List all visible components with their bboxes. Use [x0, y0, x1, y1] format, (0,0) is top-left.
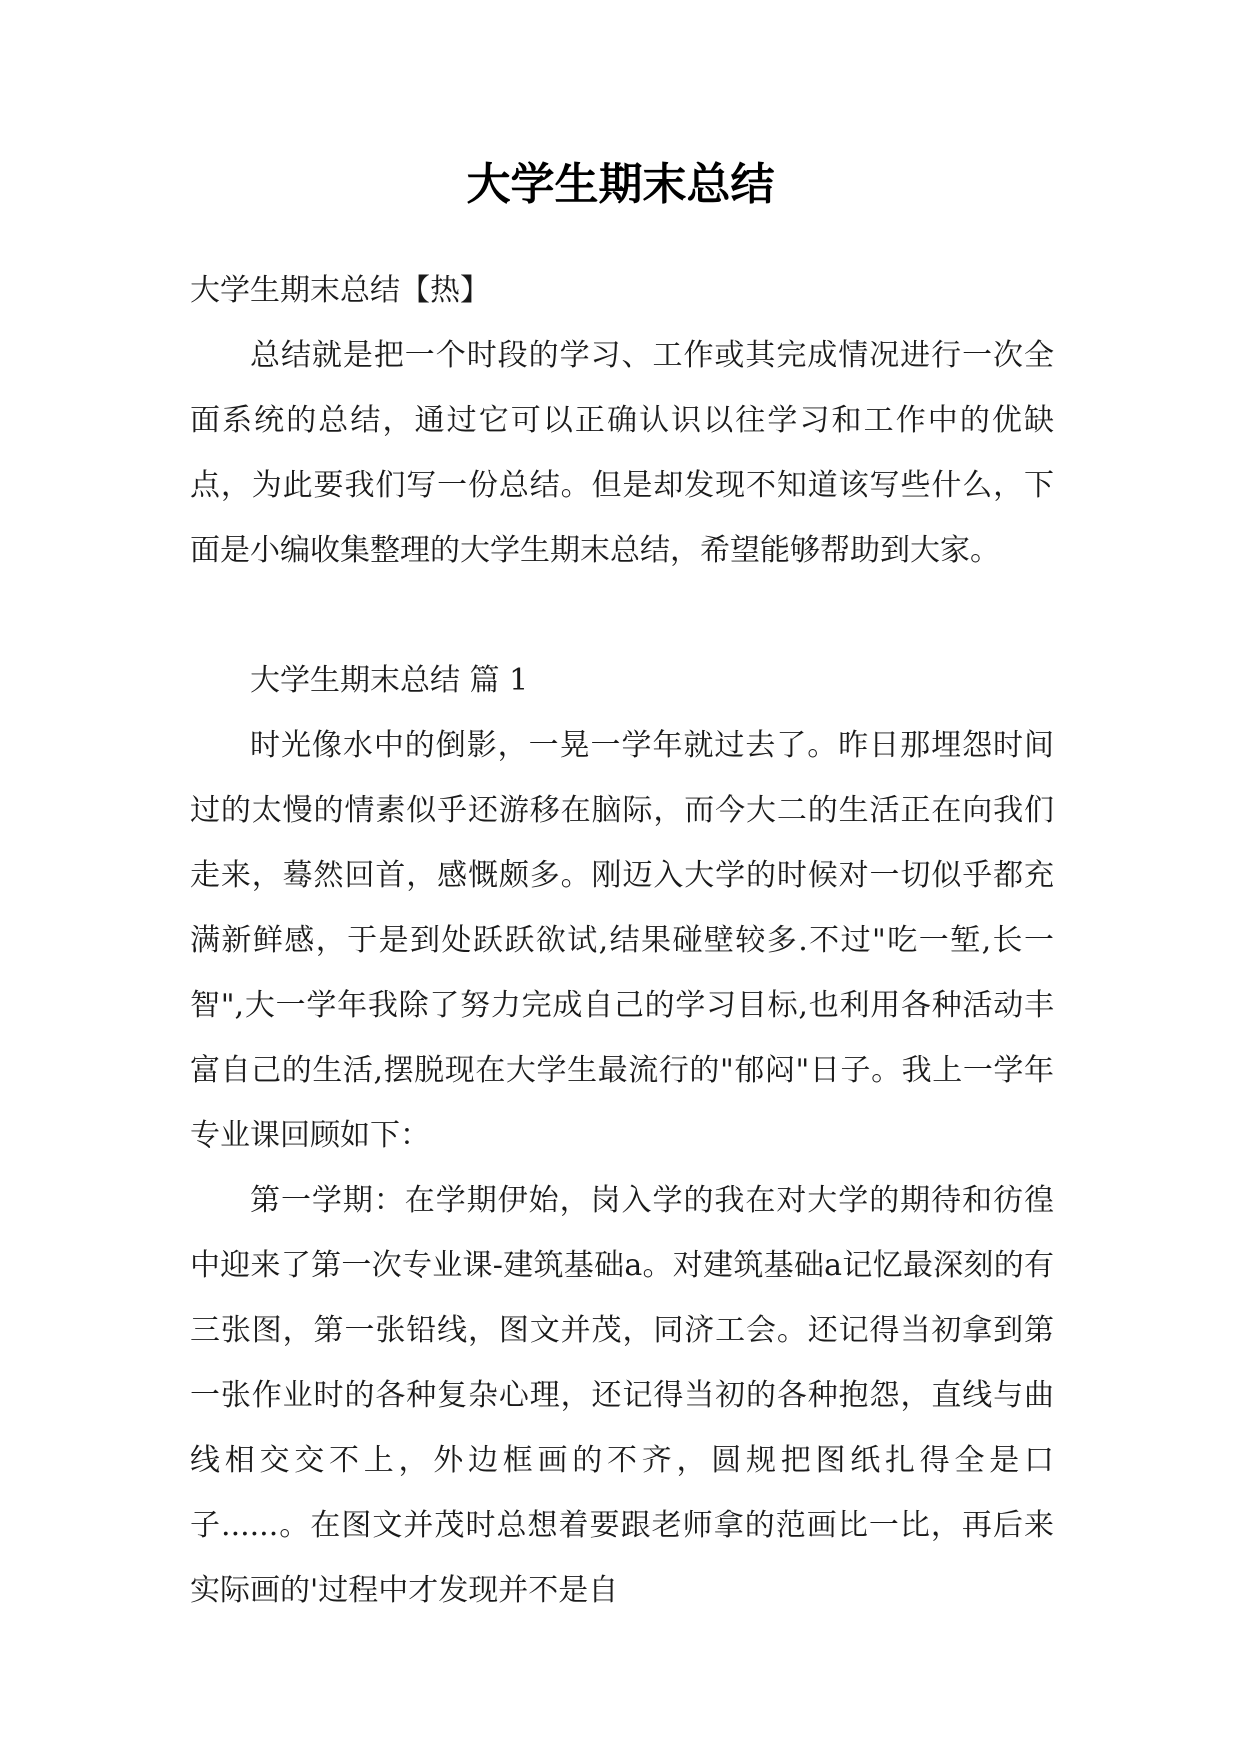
body-paragraph: 第一学期：在学期伊始，岗入学的我在对大学的期待和彷徨中迎来了第一次专业课-建筑基础a。对建筑基础a记忆最深刻的有三张图，第一张铅线，图文并茂，同济工会。还记得当初拿到第一张作业时的各种复杂心理，还记得当初的各种抱怨，直线与曲线相交交不上，外边框画的不齐，圆规把图纸扎得全是口子......。在图文并茂时总想着要跟老师拿的范画比一比，再后来实际画的'过程中才发现并不是自 — [190, 1183, 1054, 1608]
intro-paragraph: 总结就是把一个时段的学习、工作或其完成情况进行一次全面系统的总结，通过它可以正确认识以往学习和工作中的优缺点，为此要我们写一份总结。但是却发现不知道该写些什么，下面是小编收集整理的大学生期末总结，希望能够帮助到大家。 — [190, 338, 1054, 568]
body-paragraph: 时光像水中的倒影，一晃一学年就过去了。昨日那埋怨时间过的太慢的情素似乎还游移在脑际，而今大二的生活正在向我们走来，蓦然回首，感慨颇多。刚迈入大学的时候对一切似乎都充满新鲜感，于是到处跃跃欲试,结果碰壁较多.不过"吃一堑,长一智",大一学年我除了努力完成自己的学习目标,也利用各种活动丰富自己的生活,摆脱现在大学生最流行的"郁闷"日子。我上一学年专业课回顾如下： — [190, 728, 1054, 1153]
section-heading: 大学生期末总结 篇 1 — [250, 663, 529, 698]
document-title: 大学生期末总结 — [466, 159, 775, 210]
paragraph-spacer — [190, 583, 1054, 648]
document-subtitle: 大学生期末总结【热】 — [190, 273, 490, 308]
document-body — [190, 258, 1054, 1623]
